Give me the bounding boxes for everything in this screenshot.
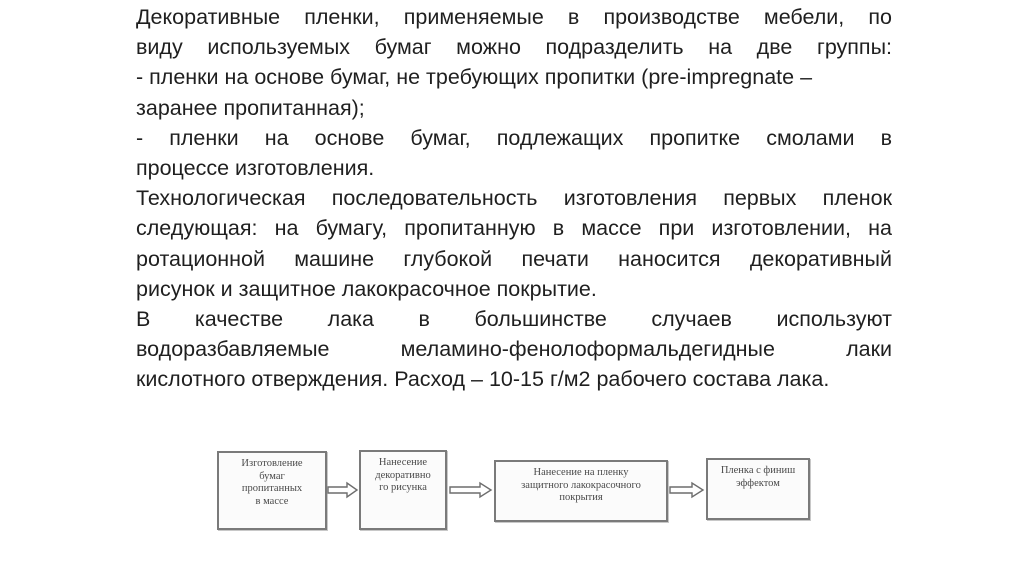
paragraph-group-1 (136, 62, 892, 122)
flow-arrow-icon (327, 481, 359, 499)
paragraph-intro (136, 2, 892, 62)
text-line: Декоративные пленки, применяемые в производстве мебели, по (136, 5, 892, 29)
flow-step-protective-coating (494, 460, 668, 522)
text-line: рисунок и защитное лакокрасочное покрытие. (136, 276, 597, 301)
flow-step-text: эффектом (736, 477, 780, 489)
paragraph-sequence (136, 183, 892, 304)
flow-step-text: го рисунка (379, 482, 427, 493)
flow-step-text: в массе (255, 495, 289, 507)
paragraph-group-2 (136, 123, 892, 183)
flow-step-paper-impregnation (217, 451, 327, 530)
flow-step-text: Нанесение (378, 457, 428, 468)
text-line: ротационной машине глубокой печати наносится декоративный (136, 246, 892, 271)
text-line: кислотного отверждения. Расход – 10-15 г/м2 рабочего состава лака. (136, 367, 830, 392)
flow-step-text: Нанесение на пленку (533, 467, 629, 478)
flow-arrow-icon (447, 481, 494, 499)
flow-step-text: Изготовление (241, 458, 303, 469)
text-line: процессе изготовления. (136, 156, 375, 181)
flow-step-text: Пленка с финиш (720, 465, 796, 476)
flow-step-text: бумаг (259, 470, 285, 482)
text-line: - пленки на основе бумаг, подлежащих пропитке смолами в (136, 125, 892, 150)
document-text (136, 2, 892, 395)
text-line: виду используемых бумаг можно подразделить на две группы: (136, 35, 892, 60)
paragraph-lacquer (136, 304, 892, 395)
text-line: водоразбавляемые меламино-фенолоформальдегидныe лаки (136, 337, 892, 362)
flow-step-text: покрытия (559, 492, 603, 503)
text-line: заранее пропитанная); (136, 95, 365, 120)
text-line: - пленки на основе бумаг, не требующих пропитки (pre-impregnate – (136, 65, 813, 90)
flow-arrow-icon (668, 481, 706, 499)
flow-step-finish-film (706, 458, 810, 520)
text-line: Технологическая последовательность изготовления первых пленок (136, 186, 892, 211)
text-line: В качестве лака в большинстве случаев используют (136, 307, 892, 332)
flow-step-text: защитного лакокрасочного (521, 479, 641, 491)
flow-step-text: декоративно (375, 469, 431, 481)
flow-step-text: пропитанных (241, 483, 303, 494)
text-line: следующая: на бумагу, пропитанную в массе при изготовлении, на (136, 216, 892, 241)
flow-step-decorative-print (359, 450, 447, 530)
